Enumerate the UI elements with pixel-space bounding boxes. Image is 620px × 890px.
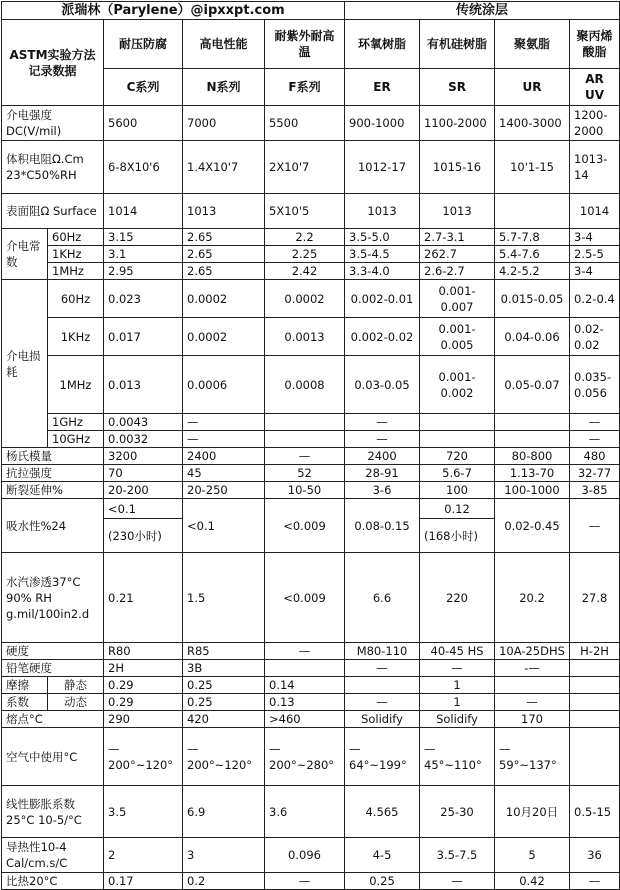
cell: 262.7 [420,246,495,263]
cell: 290 [104,711,183,728]
freq-label: 60Hz [48,229,104,246]
cell: 0.096 [265,838,345,873]
cell: 1014 [570,194,620,229]
cell: — [570,414,620,431]
cell: 1.13-70 [495,465,570,482]
cell [570,711,620,728]
cell: — [265,643,345,660]
cell: >460 [265,711,345,728]
cell: 0.2 [183,873,265,890]
row-group-label: 介电损耗 [2,280,48,448]
row-label: 空气中使用°C [2,728,104,786]
freq-label: 1KHz [48,246,104,263]
cell [570,677,620,694]
series-header: C系列 [104,69,183,106]
series-header: N系列 [183,69,265,106]
cell: 10A-25DHS [495,643,570,660]
table-row [2,660,620,677]
table-row [2,465,620,482]
series-header: ER [345,69,420,106]
cell: 0.2-0.4 [570,280,620,318]
cell: — [183,431,265,448]
cell: 0.12 [420,499,495,519]
cell: 2.65 [183,229,265,246]
cell: — [420,873,495,890]
cell: — [570,499,620,553]
freq-label: 1GHz [48,414,104,431]
series-header: SR [420,69,495,106]
cell: 80-800 [495,448,570,465]
cell: 0.0043 [104,414,183,431]
cell: 6.9 [183,786,265,838]
cell: 480 [570,448,620,465]
cell: — [183,414,265,431]
row-label: 导热性10-4 Cal/cm.s/C [2,838,104,873]
cell: 0.03-0.05 [345,356,420,414]
cell: 3.5 [104,786,183,838]
cell: —64°~199° [345,728,420,786]
cell: 1013 [420,194,495,229]
cell: 0.013 [104,356,183,414]
cell: Solidify [420,711,495,728]
cell: 1015-16 [420,141,495,194]
cell: 5600 [104,106,183,141]
cell: 0.5-15 [570,786,620,838]
cell [570,728,620,786]
cell: 2X10'7 [265,141,345,194]
cell: (230小时) [104,519,183,553]
cell: 0.023 [104,280,183,318]
cell: 0.42 [495,873,570,890]
row-label: 抗拉强度 [2,465,104,482]
series-header: F系列 [265,69,345,106]
cell: 5.4-7.6 [495,246,570,263]
cell: 4-5 [345,838,420,873]
cell: 0.25 [183,694,265,711]
cell: 20-200 [104,482,183,499]
cell: 0.04-0.06 [495,318,570,356]
row-label: 铅笔硬度 [2,660,104,677]
cell: 0.017 [104,318,183,356]
column-header: 聚丙烯酸脂 [570,20,620,69]
cell: 3-85 [570,482,620,499]
cell: 0.0008 [265,356,345,414]
cell: 100-1000 [495,482,570,499]
cell: <0.009 [265,553,345,643]
freq-label: 1MHz [48,356,104,414]
cell: — [570,873,620,890]
cell: Solidify [345,711,420,728]
cell: 25-30 [420,786,495,838]
cell: 5.7-7.8 [495,229,570,246]
cell: 0.002-0.01 [345,280,420,318]
freq-label: 60Hz [48,280,104,318]
cell: 2.6-2.7 [420,263,495,280]
cell: — [265,448,345,465]
cell: 1400-3000 [495,106,570,141]
cell: 0.0002 [183,280,265,318]
cell: (168小时) [420,519,495,553]
cell: 3.5-5.0 [345,229,420,246]
row-label: 吸水性%24 [2,499,104,553]
column-header: 有机硅树脂 [420,20,495,69]
cell: 28-91 [345,465,420,482]
cell: 40-45 HS [420,643,495,660]
row-label: 水汽渗透37°C 90% RH g.mil/100in2.d [2,553,104,643]
cell: 2.95 [104,263,183,280]
row-label: 表面阻Ω Surface [2,194,104,229]
cell: M80-110 [345,643,420,660]
row-label: 硬度 [2,643,104,660]
cell: — [345,431,420,448]
cell: 0.0032 [104,431,183,448]
table-row [2,263,620,280]
table-row [2,643,620,660]
table-row [2,448,620,465]
cell: 1012-17 [345,141,420,194]
cell: 2.7-3.1 [420,229,495,246]
cell: 0.001-0.005 [420,318,495,356]
cell: 5.6-7 [420,465,495,482]
row-label: 熔点°C [2,711,104,728]
row-label: 体积电阻Ω.Cm 23*C50%RH [2,141,104,194]
row-label: 杨氏模量 [2,448,104,465]
table-row [2,728,620,786]
cell: 0.17 [104,873,183,890]
cell: 2.42 [265,263,345,280]
table-row [2,318,620,356]
cell: <0.1 [104,499,183,519]
cell: 2H [104,660,183,677]
cell: 2.25 [265,246,345,263]
cell: 0.015-0.05 [495,280,570,318]
series-header: AR UV [570,69,620,106]
cell: 6-8X10'6 [104,141,183,194]
freq-label: 1MHz [48,263,104,280]
cell: 0.25 [183,677,265,694]
cell: 1013 [183,194,265,229]
cell: 3.3-4.0 [345,263,420,280]
table-row [2,194,620,229]
cell: 3-4 [570,229,620,246]
cell: 0.05-0.07 [495,356,570,414]
cell: 52 [265,465,345,482]
cell: 0.0002 [265,280,345,318]
cell: 4.2-5.2 [495,263,570,280]
cell: 45 [183,465,265,482]
cell: 3200 [104,448,183,465]
cell: 220 [420,553,495,643]
cell: 1013 [345,194,420,229]
cell: 0.02-0.45 [495,499,570,553]
cell: <0.009 [265,499,345,553]
cell: 1.4X10'7 [183,141,265,194]
cell: — [265,873,345,890]
cell: 3-4 [570,263,620,280]
table-row [2,229,620,246]
cell: 5 [495,838,570,873]
cell [265,660,345,677]
column-header: 环氧树脂 [345,20,420,69]
series-header: UR [495,69,570,106]
table-row [2,106,620,141]
properties-table [1,1,620,890]
cell: 1013-14 [570,141,620,194]
row-label: 比热20°C [2,873,104,890]
cell [265,431,345,448]
parylene-group-header: 派瑞林（Parylene）@ipxxpt.com [2,2,345,20]
column-header: 高电性能 [183,20,265,69]
table-row [2,711,620,728]
cell: 10月20日 [495,786,570,838]
cell: 20.2 [495,553,570,643]
cell [495,677,570,694]
cell: 420 [183,711,265,728]
cell: — [495,694,570,711]
cell: 3-6 [345,482,420,499]
cell: 1100-2000 [420,106,495,141]
cell: 0.21 [104,553,183,643]
table-row [2,141,620,194]
cell: 2.5-5 [570,246,620,263]
cell [570,694,620,711]
cell: H-2H [570,643,620,660]
cell: -— [495,660,570,677]
row-group-label: 系数 [2,694,48,711]
group-header-row [2,2,620,20]
table-row [2,694,620,711]
cell: 0.29 [104,694,183,711]
cell: 0.0013 [265,318,345,356]
cell: 32-77 [570,465,620,482]
column-header: 耐压防腐 [104,20,183,69]
sub-label: 动态 [48,694,104,711]
cell: 0.0006 [183,356,265,414]
table-row [2,356,620,414]
cell: 0.13 [265,694,345,711]
cell: 2400 [345,448,420,465]
table-row [2,246,620,263]
cell: 2.65 [183,263,265,280]
column-header-row [2,20,620,69]
cell [345,677,420,694]
traditional-group-header: 传统涂层 [345,2,620,20]
cell: 6.6 [345,553,420,643]
cell [265,414,345,431]
cell: 3B [183,660,265,677]
cell: 3.6 [265,786,345,838]
row-label: 断裂延伸% [2,482,104,499]
cell: 0.035-0.056 [570,356,620,414]
row-label: 介电强度DC(V/mil) [2,106,104,141]
row-group-label: 介电常数 [2,229,48,280]
cell: 2.2 [265,229,345,246]
cell: 1 [420,694,495,711]
cell [420,431,495,448]
table-row [2,838,620,873]
cell: 1014 [104,194,183,229]
cell: 0.0002 [183,318,265,356]
cell: 5X10'5 [265,194,345,229]
cell: 70 [104,465,183,482]
cell [570,660,620,677]
cell: 0.29 [104,677,183,694]
cell: 0.001-0.007 [420,280,495,318]
cell: 3.5-4.5 [345,246,420,263]
cell: 10'1-15 [495,141,570,194]
table-row [2,786,620,838]
table-row [2,482,620,499]
cell: 0.14 [265,677,345,694]
cell: — [345,694,420,711]
table-row [2,431,620,448]
freq-label: 1KHz [48,318,104,356]
table-row [2,499,620,519]
cell: 1 [420,677,495,694]
cell: 900-1000 [345,106,420,141]
cell: — [345,660,420,677]
cell: 5500 [265,106,345,141]
column-header: 耐紫外耐高温 [265,20,345,69]
cell [495,431,570,448]
cell: 0.25 [345,873,420,890]
table-row [2,553,620,643]
astm-header: ASTM实验方法记录数据 [2,20,104,106]
table-row [2,414,620,431]
cell: 3.1 [104,246,183,263]
cell: 27.8 [570,553,620,643]
cell: 0.02-0.02 [570,318,620,356]
table-row [2,280,620,318]
cell: <0.1 [183,499,265,553]
cell: — [345,414,420,431]
cell [495,414,570,431]
cell: 1.5 [183,553,265,643]
cell: 720 [420,448,495,465]
cell: 4.565 [345,786,420,838]
cell: 20-250 [183,482,265,499]
cell: 2 [104,838,183,873]
table-row [2,677,620,694]
cell: 3.15 [104,229,183,246]
row-group-label: 摩擦 [2,677,48,694]
cell: 2.65 [183,246,265,263]
cell: 0.001-0.002 [420,356,495,414]
row-label: 线性膨胀系数25°C 10-5/°C [2,786,104,838]
cell: 100 [420,482,495,499]
cell: —200°~280° [265,728,345,786]
cell: 3.5-7.5 [420,838,495,873]
cell: 3 [183,838,265,873]
sub-label: 静态 [48,677,104,694]
cell: —59°~137° [495,728,570,786]
cell [420,414,495,431]
cell: 0.002-0.02 [345,318,420,356]
cell: 36 [570,838,620,873]
cell: 0.08-0.15 [345,499,420,553]
freq-label: 10GHz [48,431,104,448]
cell [495,194,570,229]
cell: R85 [183,643,265,660]
column-header: 聚氨脂 [495,20,570,69]
cell: —200°~120° [104,728,183,786]
cell: R80 [104,643,183,660]
cell: 170 [495,711,570,728]
table-row [2,873,620,890]
cell: 2400 [183,448,265,465]
cell: 1200-2000 [570,106,620,141]
cell: — [570,431,620,448]
cell: 7000 [183,106,265,141]
cell: — [420,660,495,677]
cell: —45°~110° [420,728,495,786]
cell: 10-50 [265,482,345,499]
cell: —200°~120° [183,728,265,786]
